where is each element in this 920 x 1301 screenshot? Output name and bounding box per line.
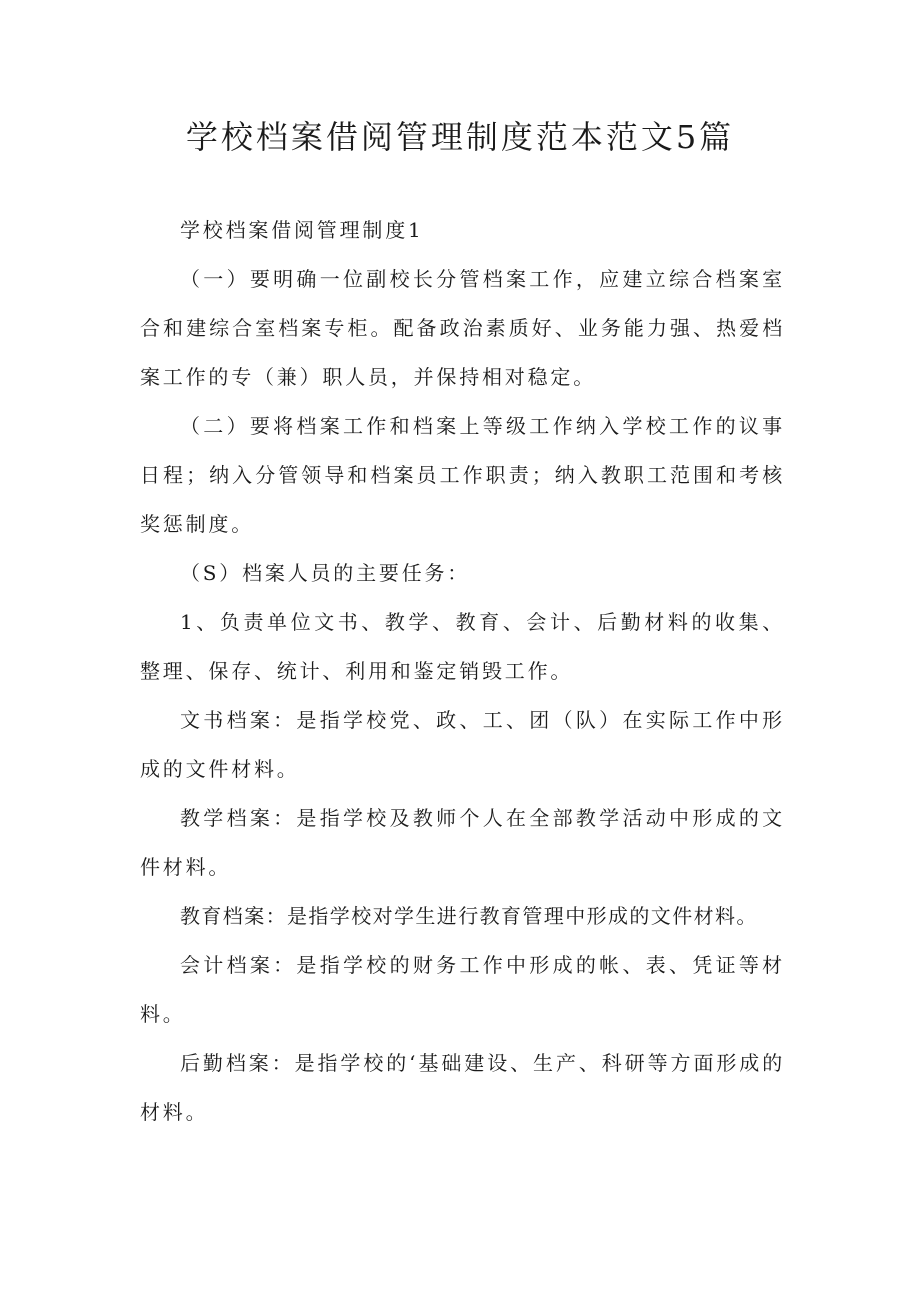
paragraph-1: （一）要明确一位副校长分管档案工作，应建立综合档案室合和建综合室档案专柜。配备政治素质好、业务能力强、热爱档案工作的专（兼）职人员，并保持相对稳定。 <box>140 267 785 389</box>
paragraph-5: 文书档案：是指学校党、政、工、团（队）在实际工作中形成的文件材料。 <box>140 708 785 781</box>
paragraph-8: 会计档案：是指学校的财务工作中形成的帐、表、凭证等材料。 <box>140 953 785 1026</box>
paragraph-6: 教学档案：是指学校及教师个人在全部教学活动中形成的文件材料。 <box>140 806 785 879</box>
paragraph-2: （二）要将档案工作和档案上等级工作纳入学校工作的议事日程；纳入分管领导和档案员工作职责；纳入教职工范围和考核奖惩制度。 <box>140 414 785 536</box>
paragraph-3: （S）档案人员的主要任务： <box>180 561 471 585</box>
document-body <box>140 206 785 1137</box>
paragraph-4: 1、负责单位文书、教学、教育、会计、后勤材料的收集、整理、保存、统计、利用和鉴定销毁工作。 <box>140 610 785 683</box>
paragraph-9: 后勤档案：是指学校的‘基础建设、生产、科研等方面形成的材料。 <box>140 1051 785 1124</box>
document-title: 学校档案借阅管理制度范本范文5篇 <box>185 118 735 156</box>
paragraph-7: 教育档案：是指学校对学生进行教育管理中形成的文件材料。 <box>180 904 758 928</box>
section-heading: 学校档案借阅管理制度1 <box>180 218 424 242</box>
